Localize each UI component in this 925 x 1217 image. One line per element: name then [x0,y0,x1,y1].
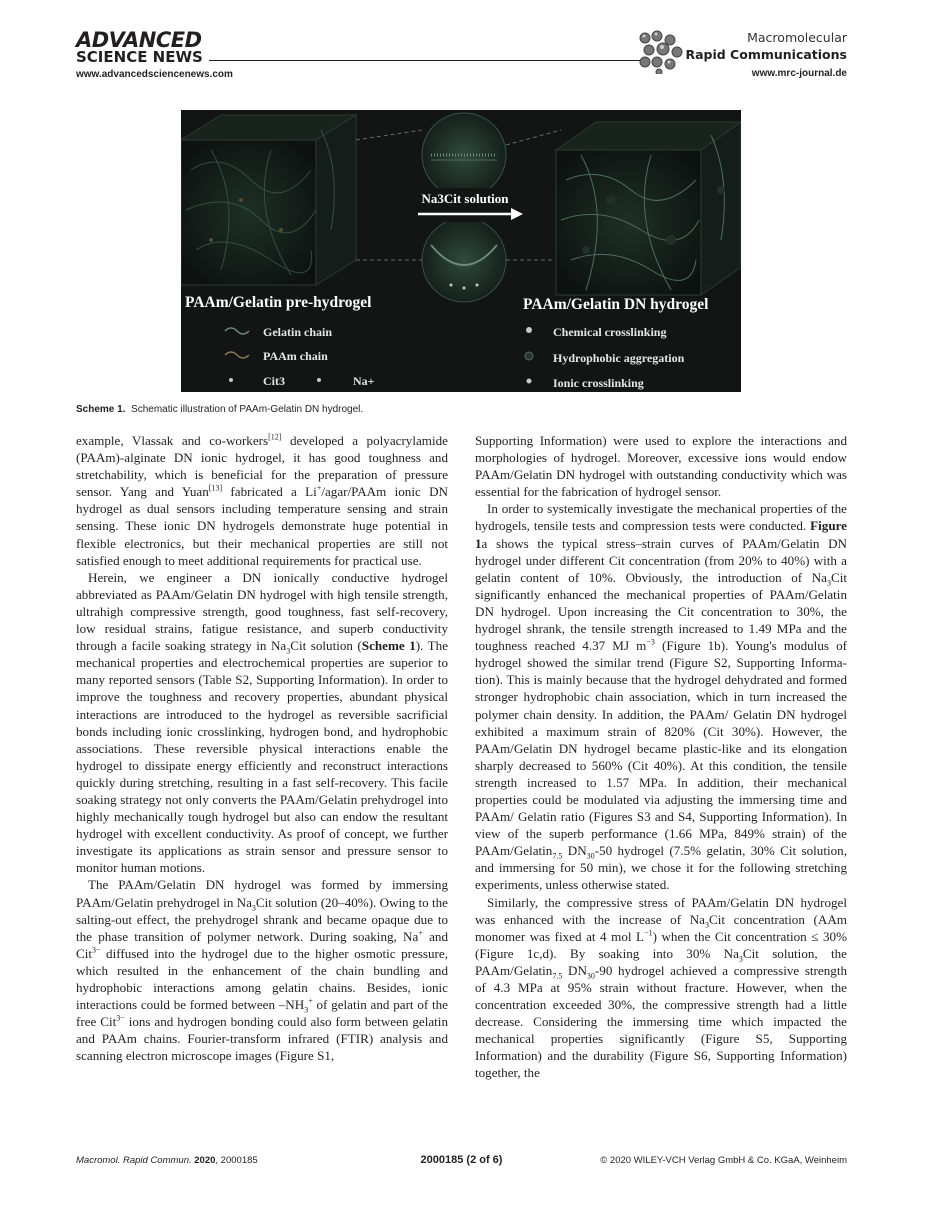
pre-hydrogel-title: PAAm/Gelatin pre-hydrogel [185,294,372,311]
scheme-figure [181,110,741,392]
arrow-label: Na3Cit solution [421,191,509,206]
header-rule [209,60,646,61]
footer-copyright: © 2020 WILEY-VCH Verlag GmbH & Co. KGaA, Weinheim [600,1155,847,1166]
inset-bottom [422,218,506,302]
hydrophobic-aggregation-legend-icon [525,352,533,360]
paragraph: Supporting Information) were used to explore the interactions and morphologies of hydrogel. Moreover, excessive ions would endow PAAm/Gelatin DN hydrogel with outstanding conductivity which was essential for the fabrication of hydrogel sensor. [475,433,847,500]
footer-page-number: 2000185 (2 of 6) [420,1154,503,1166]
paragraph: example, Vlassak and co-workers[12] developed a polyacrylamide (PAAm)-alginate DN ionic hydrogel, it has good toughness and stretchability, which is beneficial for the preparation of pressure sensor. Yang and Yuan[13] fabricated a Li+/agar/PAAm ionic DN hydrogel as dual sensors including temperature sensing and strain sensing. These ionic DN hydrogels demonstrate huge potential in flexible electronics, but their mechanical properties are still not satisfied enough to meet additional requirements for practical use. [76,432,448,568]
scheme-caption [76,404,363,415]
caption-label: Scheme 1. [76,404,126,415]
legend-hydrophobic-aggregation: Hydrophobic aggregation [553,351,685,365]
dn-hydrogel-cube [556,122,741,295]
molecule-logo-icon [637,30,685,74]
inset-top [422,113,506,197]
na-ion-legend-icon [317,378,321,382]
legend-ionic-crosslinking: Ionic crosslinking [553,376,644,390]
paragraph: The PAAm/Gelatin DN hydrogel was formed by immersing PAAm/Gelatin prehydrogel in $Na_3Cit$ solution (20–40%). Owing to the salting-out effect, the prehydrogel shrank and became opaque due to the phase transition of polymer network. During soaking, Na+ and Cit$^{3-}$ diffused into the hydrogel due to the higher osmotic pressure, which resulted in the enhancement of the chain bundling and hydrophobic interactions among gelatin chains. Besides, ionic interactions could be formed between $-NH_3^+$ of gelatin and part of the free Cit$^{3-}$ ions and hydrogen bonding could also form between gelatin and PAAm chains. Fourier-transform infrared (FTIR) analysis and scanning electron microscope images (Figure S1, [76,877,448,1064]
legend-chemical-crosslinking: Chemical crosslinking [553,325,667,339]
page-footer [76,1155,847,1169]
journal-header-right [637,30,847,82]
advanced-logo-line1: ADVANCED [76,28,202,52]
footer-article-no: , 2000185 [215,1155,258,1166]
journal-header-left [76,30,646,80]
paragraph: Herein, we engineer a DN ionically conductive hydrogel abbreviated as PAAm/Gelatin DN hydrogel with high tensile strength, ultrahigh compressive strength, good toughness, fast self-recovery, low residual strains, fatigue resistance, and superb conductivity through a facile soaking strategy in $Na_3Cit$ solution (Scheme 1). The mechanical properties and electrochemical properties are superior to many reported sensors (Table S2, Supporting Information). In order to improve the toughness and recovery properties, abundant physical interactions are introduced to the hydrogel as reversible sacrificial bonds including ionic crosslinking, hydrogen bond, and hydrophobic associations. These reversible physical interactions enable the hydrogel to dissipate energy efficiently and reconstruct interactions quickly during stretching, resulting in a fast self-recovery. This facile soaking strategy not only converts the PAAm/Gelatin prehydrogel into highly mechanically tough hydrogel but also can endow the resultant hydrogel with excellent conductivity. As proof of concept, we further investigate its applications as strain sensor and pressure sensor to monitor human motions. [76,569,448,876]
paragraph: In order to systemically investigate the mechanical properties of the hydrogels, tensile tests and compression tests were conducted. Figure 1a shows the typical stress–strain curves of PAAm/Gelatin DN hydrogel under different Cit concentration (from 20% to 40%) with a gelatin content of 10%. Obviously, the introduction of $Na_3Cit$ significantly enhanced the mechanical properties of PAAm/Gelatin DN hydrogel. Upon increasing the Cit concentration to 30%, the hydrogel shrank, the tensile strength increased to 1.49 MPa and the toughness reached 4.37 MJ $m^{-3}$ (Figure 1b). Young's modulus of hydrogel showed the similar trend (Figure S2, Supporting Information). This is mainly because that the hydrogel dehydrated and formed stronger hydrophobic chain association, which in turn increased the polymer chain density. In addition, the PAAm/ Gelatin DN hydrogel exhibited a maximum strain of 820% (Cit 30%). However, the PAAm/Gelatin DN hydrogel became plastic-like and its elongation sharply decreased to 560% (Cit 40%). At this condition, the tensile strength increased to 1.57 MPa. In addition, their mechanical properties could be modulated via adjusting the immersing time and PAAm/ Gelatin ratio (Figures S3 and S4, Supporting Information). In view of the superb performance (1.66 MPa, 849% strain) of the PAAm/Gelatin$_{7.5}$ $DN_{30}-50$ hydrogel (7.5% gelatin, 30% Cit solution, and immersing for 50 min), we chose it for the following stretching experiments, unless otherwise stated. [475,501,847,893]
dn-hydrogel-title: PAAm/Gelatin DN hydrogel [523,296,709,313]
journal-name-line2: Rapid Communications [685,47,847,62]
cit-ion-legend-icon [229,378,233,382]
caption-text: Schematic illustration of PAAm-Gelatin DN hydrogel. [131,404,364,415]
legend-cit-ion: Cit3 [263,374,285,388]
advanced-science-news-url[interactable]: www.advancedsciencenews.com [76,69,233,80]
ionic-crosslink-legend-icon [527,379,532,384]
advanced-logo-line2: SCIENCE NEWS [76,48,203,66]
scheme-illustration [181,110,741,392]
body-column-left [76,432,448,1064]
journal-url[interactable]: www.mrc-journal.de [751,68,847,79]
paragraph: Similarly, the compressive stress of PAAm/Gelatin DN hydrogel was enhanced with the increase of $Na_3Cit$ concentration (AAm monomer was fixed at 4 mol $L^{-1}$) when the Cit concentration ≤ 30% (Figure 1c,d). By soaking into 30% $Na_3Cit$ solution, the PAAm/Gelatin$_{7.5}$ $DN_{30}-90$ hydrogel achieved a compressive strength of 4.3 MPa at 95% strain without fracture. However, when the concentration exceeded 30%, the compressive strength had a little decrease. Considering the immersing time which impacted the mechanical properties significantly (Figure S5, Supporting Information) and the durability (Figure S6, Supporting Information) together, the [475,894,847,1081]
legend-na-ion: Na+ [353,374,375,388]
pre-hydrogel-cube [181,115,356,285]
footer-journal: Macromol. Rapid Commun. [76,1155,192,1166]
journal-name-line1: Macromolecular [747,30,847,45]
legend-paam-chain: PAAm chain [263,349,328,363]
legend-gelatin-chain: Gelatin chain [263,325,333,339]
body-column-right [475,432,847,1082]
footer-year: 2020 [194,1155,216,1166]
chemical-crosslink-legend-icon [526,327,532,333]
